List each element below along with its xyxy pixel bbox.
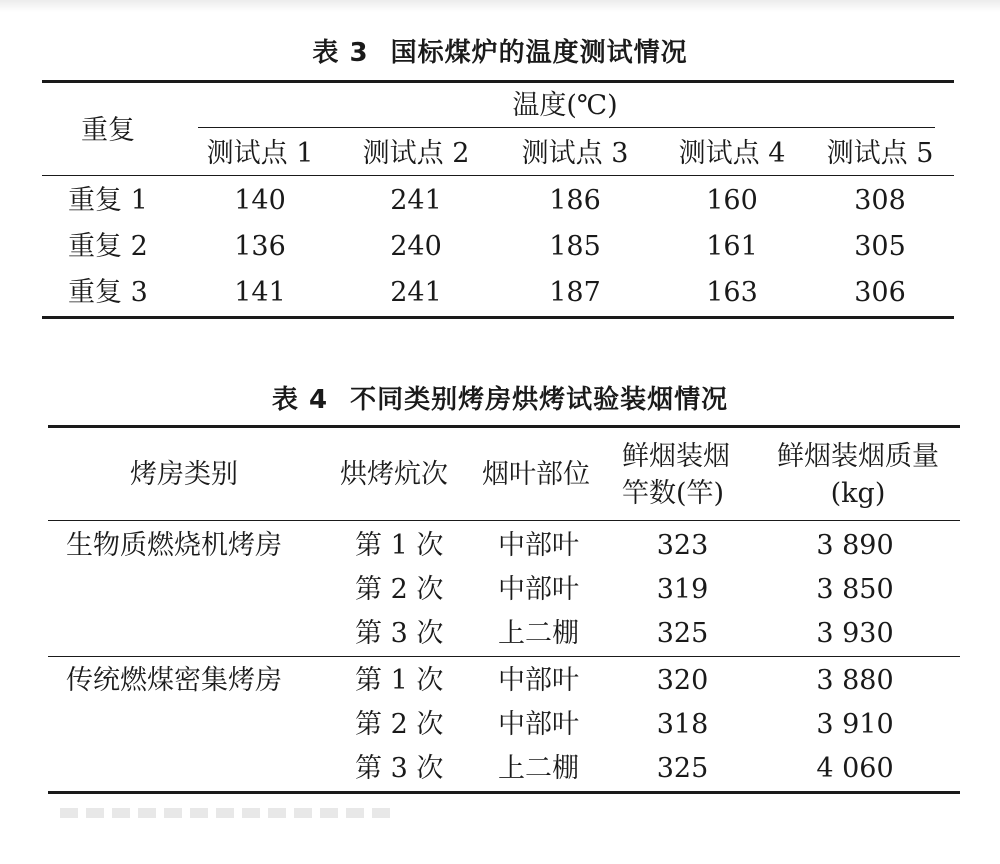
table4-header-poles-line1: 鲜烟装烟 bbox=[622, 441, 730, 472]
table4-header-type: 烤房类别 bbox=[130, 459, 238, 490]
table3-cell: 140 bbox=[234, 185, 286, 216]
table4-cell-part: 上二棚 bbox=[498, 618, 579, 649]
table3-header-rule bbox=[42, 175, 954, 176]
table4-cell-batch: 第 1 次 bbox=[355, 530, 444, 561]
table4-cell-poles: 323 bbox=[656, 530, 709, 561]
table4-cell-poles: 325 bbox=[656, 618, 709, 649]
table3-row-label: 重复 2 bbox=[68, 231, 148, 262]
table4-caption-number: 表 4 bbox=[271, 385, 329, 415]
table3-cell: 185 bbox=[549, 231, 601, 262]
table4-cell-mass: 3 880 bbox=[816, 665, 894, 696]
table3-top-rule bbox=[42, 80, 954, 83]
table4-group-rule bbox=[48, 656, 960, 657]
faded-cutoff-text bbox=[60, 808, 390, 818]
table4-cell-batch: 第 2 次 bbox=[355, 709, 444, 740]
table3-test-point-4: 测试点 4 bbox=[678, 138, 786, 169]
table4-header-poles-line2: 竿数(竿) bbox=[622, 478, 725, 509]
table4-cell-mass: 3 850 bbox=[816, 574, 894, 605]
table3-cell: 241 bbox=[390, 277, 442, 308]
table4-cell-mass: 3 930 bbox=[816, 618, 894, 649]
table4-header-mass-line1: 鲜烟装烟质量 bbox=[777, 441, 939, 472]
table3-test-point-3: 测试点 3 bbox=[521, 138, 629, 169]
table4-bottom-rule bbox=[48, 791, 960, 794]
table4-caption-text: 不同类别烤房烘烤试验装烟情况 bbox=[350, 385, 729, 415]
table3-cell: 308 bbox=[854, 185, 906, 216]
table4-cell-batch: 第 2 次 bbox=[355, 574, 444, 605]
table3-cell: 240 bbox=[390, 231, 442, 262]
table3-row-label: 重复 1 bbox=[68, 185, 148, 216]
table4-cell-batch: 第 3 次 bbox=[355, 618, 444, 649]
table3-cell: 305 bbox=[854, 231, 906, 262]
table4-cell-mass: 3 910 bbox=[816, 709, 894, 740]
table4-cell-poles: 319 bbox=[656, 574, 709, 605]
table3-cell: 160 bbox=[706, 185, 758, 216]
table4-header-rule bbox=[48, 520, 960, 521]
table3-test-point-2: 测试点 2 bbox=[362, 138, 470, 169]
table4-cell-mass: 3 890 bbox=[816, 530, 894, 561]
table4-top-rule bbox=[48, 425, 960, 428]
table4-cell-poles: 320 bbox=[656, 665, 709, 696]
table4-cell-batch: 第 3 次 bbox=[355, 753, 444, 784]
table3-caption-text: 国标煤炉的温度测试情况 bbox=[390, 38, 688, 68]
table4-cell-poles: 325 bbox=[656, 753, 709, 784]
table3-cell: 306 bbox=[854, 277, 906, 308]
table3-test-point-5: 测试点 5 bbox=[826, 138, 934, 169]
table3-cell: 141 bbox=[234, 277, 286, 308]
table3-header-repeat: 重复 bbox=[81, 115, 135, 146]
table4-group-type: 传统燃煤密集烤房 bbox=[66, 665, 282, 696]
table3-bottom-rule bbox=[42, 316, 954, 319]
table4-cell-batch: 第 1 次 bbox=[355, 665, 444, 696]
table4-cell-part: 中部叶 bbox=[498, 530, 579, 561]
table4-header-mass-line2: (kg) bbox=[830, 478, 886, 509]
table4-cell-mass: 4 060 bbox=[816, 753, 894, 784]
table4-cell-part: 中部叶 bbox=[498, 665, 579, 696]
table4-header-batch: 烘烤炕次 bbox=[340, 459, 448, 490]
table3-cell: 161 bbox=[706, 231, 758, 262]
table4-group-type: 生物质燃烧机烤房 bbox=[66, 530, 282, 561]
table3-caption bbox=[0, 32, 1000, 69]
table3-temp-subrule bbox=[198, 127, 935, 128]
table4-cell-part: 中部叶 bbox=[498, 574, 579, 605]
table3-cell: 163 bbox=[706, 277, 758, 308]
table3-cell: 186 bbox=[549, 185, 601, 216]
table4-header-part: 烟叶部位 bbox=[482, 459, 590, 490]
top-shadow bbox=[0, 0, 1000, 12]
table4-cell-poles: 318 bbox=[656, 709, 709, 740]
table3-cell: 187 bbox=[549, 277, 601, 308]
table3-cell: 241 bbox=[390, 185, 442, 216]
table3-caption-number: 表 3 bbox=[312, 38, 369, 68]
table4-cell-part: 上二棚 bbox=[498, 753, 579, 784]
table3-row-label: 重复 3 bbox=[68, 277, 148, 308]
table4-cell-part: 中部叶 bbox=[498, 709, 579, 740]
table3-header-temperature: 温度(℃) bbox=[512, 90, 618, 121]
table3-test-point-1: 测试点 1 bbox=[206, 138, 314, 169]
table4-caption bbox=[0, 379, 1000, 416]
table3-cell: 136 bbox=[234, 231, 286, 262]
